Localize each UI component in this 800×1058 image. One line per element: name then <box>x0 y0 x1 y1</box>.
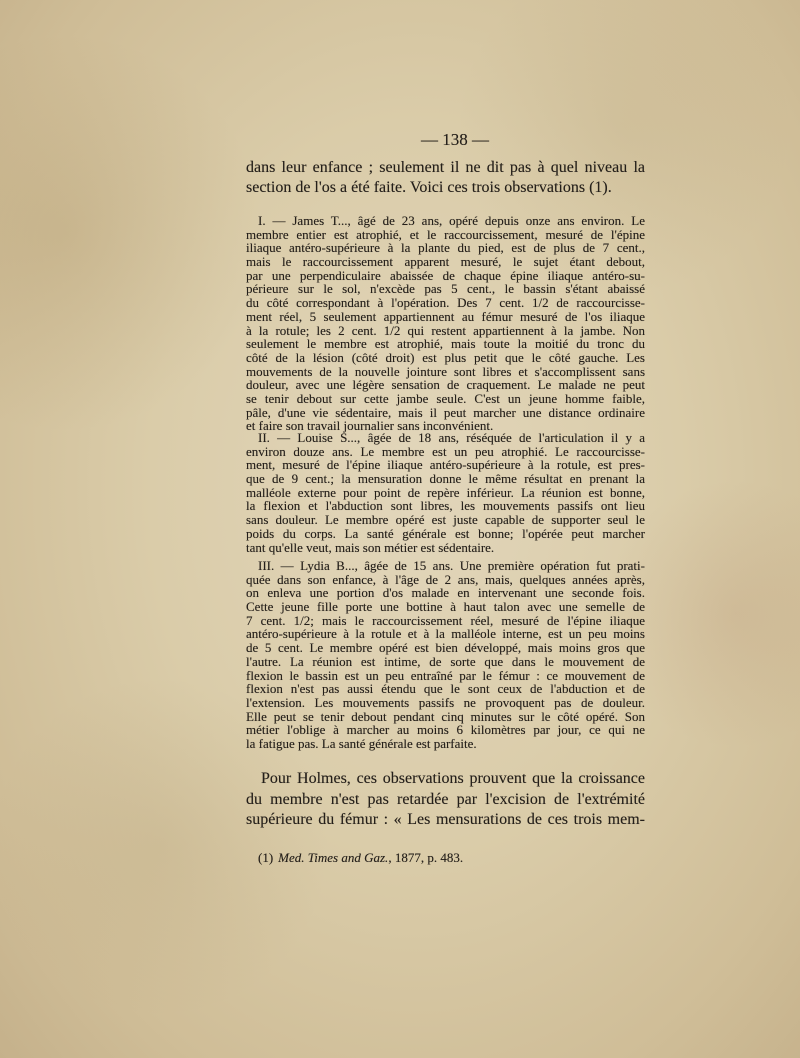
observation-line: mais le raccourcissement apparent mesuré, le sujet étant debout, <box>246 254 645 270</box>
intro-line: dans leur enfance ; seulement il ne dit pas à quel niveau la <box>246 159 645 176</box>
footnote-details: , 1877, p. 483. <box>388 850 464 865</box>
observation-line: malléole externe pour point de repère inférieur. La réunion est bonne, <box>246 484 645 500</box>
observation-line: ment réel, 5 seulement appartiennent au fémur mesuré de l'os iliaque <box>246 308 645 324</box>
observation-line: et faire son travail journalier sans inconvénient. <box>246 418 494 434</box>
conclusion-paragraph <box>246 769 645 831</box>
observation-line: quée dans son enfance, à l'âge de 2 ans, mais, quelques années après, <box>246 571 645 587</box>
observation-line: environ douze ans. Le membre est un peu atrophié. Le raccourcisse- <box>246 443 645 459</box>
observation-line: iliaque antéro-supérieure à la plante du pied, est de plus de 7 cent., <box>246 240 645 256</box>
observation-line: membre entier est atrophié, et le raccourcissement, mesuré de l'épine <box>246 226 645 242</box>
observation-line: seulement le membre est atrophié, mais toute la moitié du tronc du <box>246 336 645 352</box>
observation-line: tant qu'elle veut, mais son métier est sédentaire. <box>246 539 495 555</box>
observation-line: l'autre. La réunion est intime, de sorte que dans le mouvement de <box>246 653 645 669</box>
observation-line: se tenir debout sur cette jambe seule. C'est un jeune homme faible, <box>246 390 645 406</box>
observation-line: du côté correspondant à l'opération. Des 7 cent. 1/2 de raccourcisse- <box>246 295 645 311</box>
footnote <box>258 850 463 866</box>
observation-line: Cette jeune fille porte une bottine à haut talon avec une semelle de <box>246 599 645 615</box>
intro-line: section de l'os a été faite. Voici ces trois observations (1). <box>246 179 612 196</box>
observation-1 <box>246 214 645 433</box>
conclusion-line: supérieure du fémur : « Les mensurations de ces trois mem- <box>246 811 645 828</box>
footnote-source: Med. Times and Gaz. <box>278 850 389 865</box>
observation-line: l'extension. Les mouvements passifs ne provoquent pas de douleur. <box>246 694 645 710</box>
observation-line: de 5 cent. Le membre opéré est bien développé, mais moins gros que <box>246 640 645 656</box>
observation-line: périeure sur le sol, n'excède pas 5 cent., le bassin s'étant abaissé <box>246 281 645 297</box>
page-number: — 138 — <box>421 130 489 149</box>
observation-line: II. — Louise S..., âgée de 18 ans, réséquée de l'articulation il y a <box>258 430 645 445</box>
observation-line: flexion n'est pas aussi étendu que le sont ceux de l'abduction et de <box>246 681 645 697</box>
observation-line: la flexion et l'abduction sont libres, les mouvements passifs ont lieu <box>246 498 645 514</box>
observation-line: sans douleur. Le membre opéré est juste capable de supporter seul le <box>246 512 645 528</box>
observation-line: à la rotule; les 2 cent. 1/2 qui restent appartiennent à la jambe. Non <box>246 322 645 338</box>
observation-line: douleur, avec une légère sensation de craquement. Le malade ne peut <box>246 377 645 393</box>
observation-line: poids du corps. La santé générale est bonne; l'opérée peut marcher <box>246 525 645 541</box>
observation-line: Elle peut se tenir debout pendant cinq minutes sur le côté opéré. Son <box>246 708 645 724</box>
observation-line: mouvements de la nouvelle jointure sont libres et s'accomplissent sans <box>246 363 645 379</box>
observation-line: que de 9 cent.; la mensuration donne le même résultat en prenant la <box>246 471 645 487</box>
observation-line: 7 cent. 1/2; mais le raccourcissement réel, mesuré de l'épine iliaque <box>246 612 645 628</box>
observation-2 <box>246 431 645 554</box>
observation-3 <box>246 559 645 751</box>
conclusion-line: Pour Holmes, ces observations prouvent que la croissance <box>261 770 645 787</box>
observation-line: flexion le bassin est un peu entraîné par le fémur : ce mouvement de <box>246 667 645 683</box>
observation-line: I. — James T..., âgé de 23 ans, opéré depuis onze ans environ. Le <box>258 213 645 228</box>
observation-line: métier l'oblige à marcher au moins 6 kilomètres par jour, ce qui ne <box>246 722 645 738</box>
observation-line: par une perpendiculaire abaissée de chaque épine iliaque antéro-su- <box>246 267 645 283</box>
footnote-marker: (1) <box>258 850 274 865</box>
observation-line: ment, mesuré de l'épine iliaque antéro-supérieure à la rotule, est pres- <box>246 457 645 473</box>
conclusion-line: du membre n'est pas retardée par l'excision de l'extrémité <box>246 790 645 808</box>
intro-paragraph <box>246 158 645 198</box>
observation-line: côté de la lésion (côté droit) est plus petit que le côté gauche. Les <box>246 349 645 365</box>
observation-line: antéro-supérieure à la rotule et à la malléole interne, est un peu moins <box>246 626 645 642</box>
observation-line: la fatigue pas. La santé générale est parfaite. <box>246 735 477 751</box>
observation-line: III. — Lydia B..., âgée de 15 ans. Une première opération fut prati- <box>258 558 645 573</box>
observation-line: on enleva une portion d'os malade en intervenant une seconde fois. <box>246 585 645 601</box>
observation-line: pâle, d'une vie sédentaire, mais il peut marcher une distance ordinaire <box>246 404 645 420</box>
